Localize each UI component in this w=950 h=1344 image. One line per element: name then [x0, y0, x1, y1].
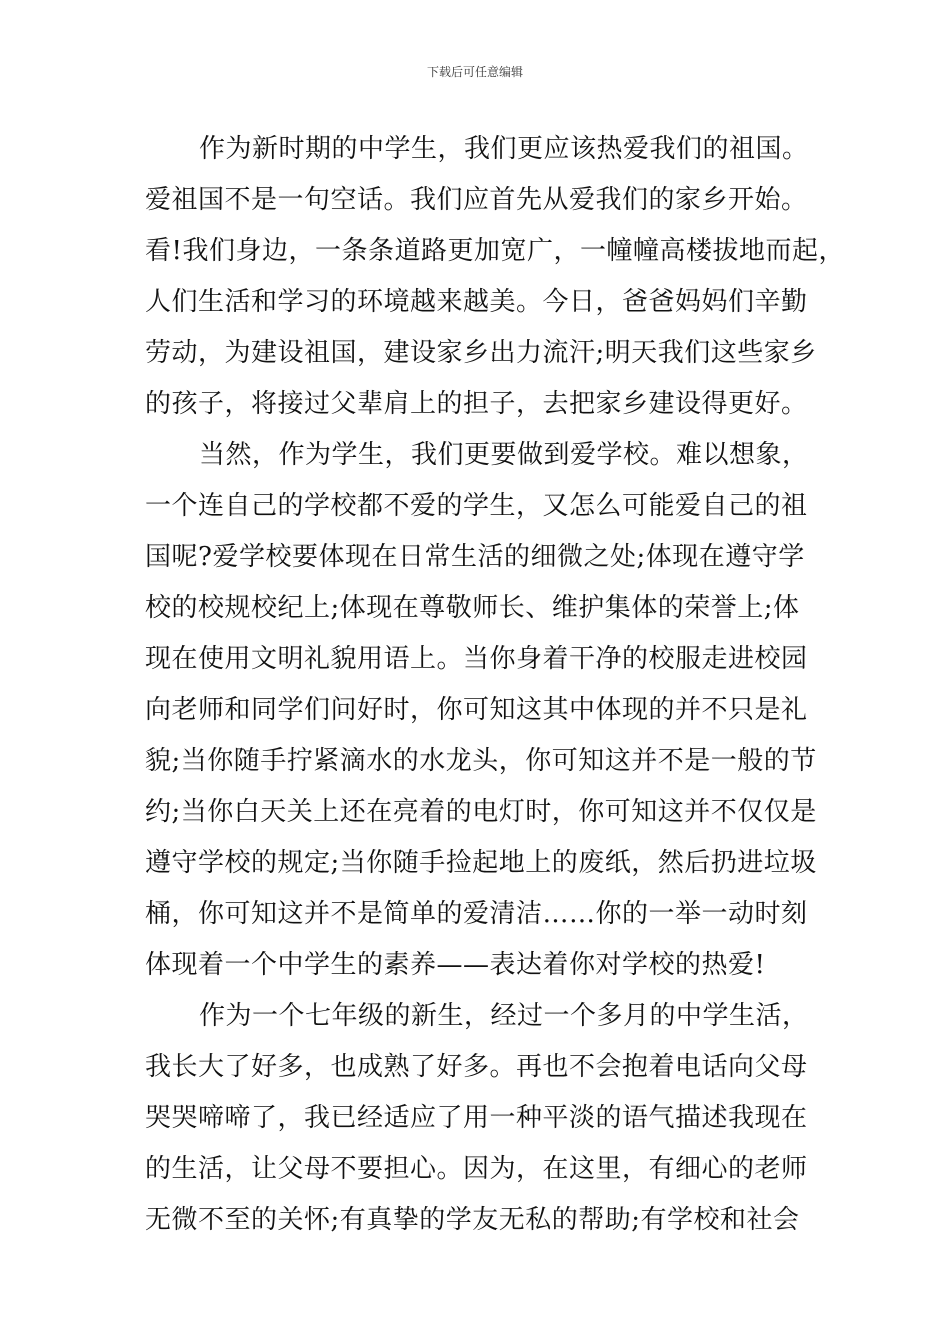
document-body: [145, 124, 845, 1246]
paragraph-2: [145, 430, 815, 991]
text-line: 校的校规校纪上;体现在尊敬师长、维护集体的荣誉上;体: [145, 593, 800, 623]
text-line: 的生活，让父母不要担心。因为，在这里，有细心的老师: [145, 1154, 808, 1184]
text-line: 一个连自己的学校都不爱的学生，又怎么可能爱自己的祖: [145, 491, 808, 521]
text-line: 劳动，为建设祖国，建设家乡出力流汗;明天我们这些家乡: [145, 338, 817, 368]
text-line: 约;当你白天关上还在亮着的电灯时，你可知这并不仅仅是: [145, 797, 817, 827]
text-line: 国呢?爱学校要体现在日常生活的细微之处;体现在遵守学: [145, 542, 805, 572]
text-line: 的孩子，将接过父辈肩上的担子，去把家乡建设得更好。: [145, 389, 808, 419]
text-line: 看!我们身边，一条条道路更加宽广，一幢幢高楼拔地而起，: [145, 236, 845, 266]
text-line: 爱祖国不是一句空话。我们应首先从爱我们的家乡开始。: [145, 185, 808, 215]
text-line: 哭哭啼啼了，我已经适应了用一种平淡的语气描述我现在: [145, 1103, 808, 1133]
text-line: 我长大了好多，也成熟了好多。再也不会抱着电话向父母: [145, 1052, 808, 1082]
page-header: 下载后可任意编辑: [426, 65, 523, 79]
text-line: 貌;当你随手拧紧滴水的水龙头，你可知这并不是一般的节: [145, 746, 817, 776]
text-line: 桶，你可知这并不是简单的爱清洁……你的一举一动时刻: [145, 899, 808, 929]
text-line: 作为新时期的中学生，我们更应该热爱我们的祖国。: [199, 134, 809, 164]
paragraph-1: [145, 124, 845, 430]
text-line: 无微不至的关怀;有真挚的学友无私的帮助;有学校和社会: [145, 1205, 800, 1235]
text-line: 作为一个七年级的新生，经过一个多月的中学生活，: [199, 1001, 809, 1031]
text-line: 遵守学校的规定;当你随手捡起地上的废纸，然后扔进垃圾: [145, 848, 817, 878]
text-line: 现在使用文明礼貌用语上。当你身着干净的校服走进校园: [145, 644, 808, 674]
text-line: 体现着一个中学生的素养——表达着你对学校的热爱!: [145, 950, 766, 980]
paragraph-3: [145, 991, 815, 1246]
text-line: 人们生活和学习的环境越来越美。今日，爸爸妈妈们辛勤: [145, 287, 808, 317]
text-line: 当然，作为学生，我们更要做到爱学校。难以想象，: [199, 440, 809, 470]
text-line: 向老师和同学们问好时，你可知这其中体现的并不只是礼: [145, 695, 808, 725]
